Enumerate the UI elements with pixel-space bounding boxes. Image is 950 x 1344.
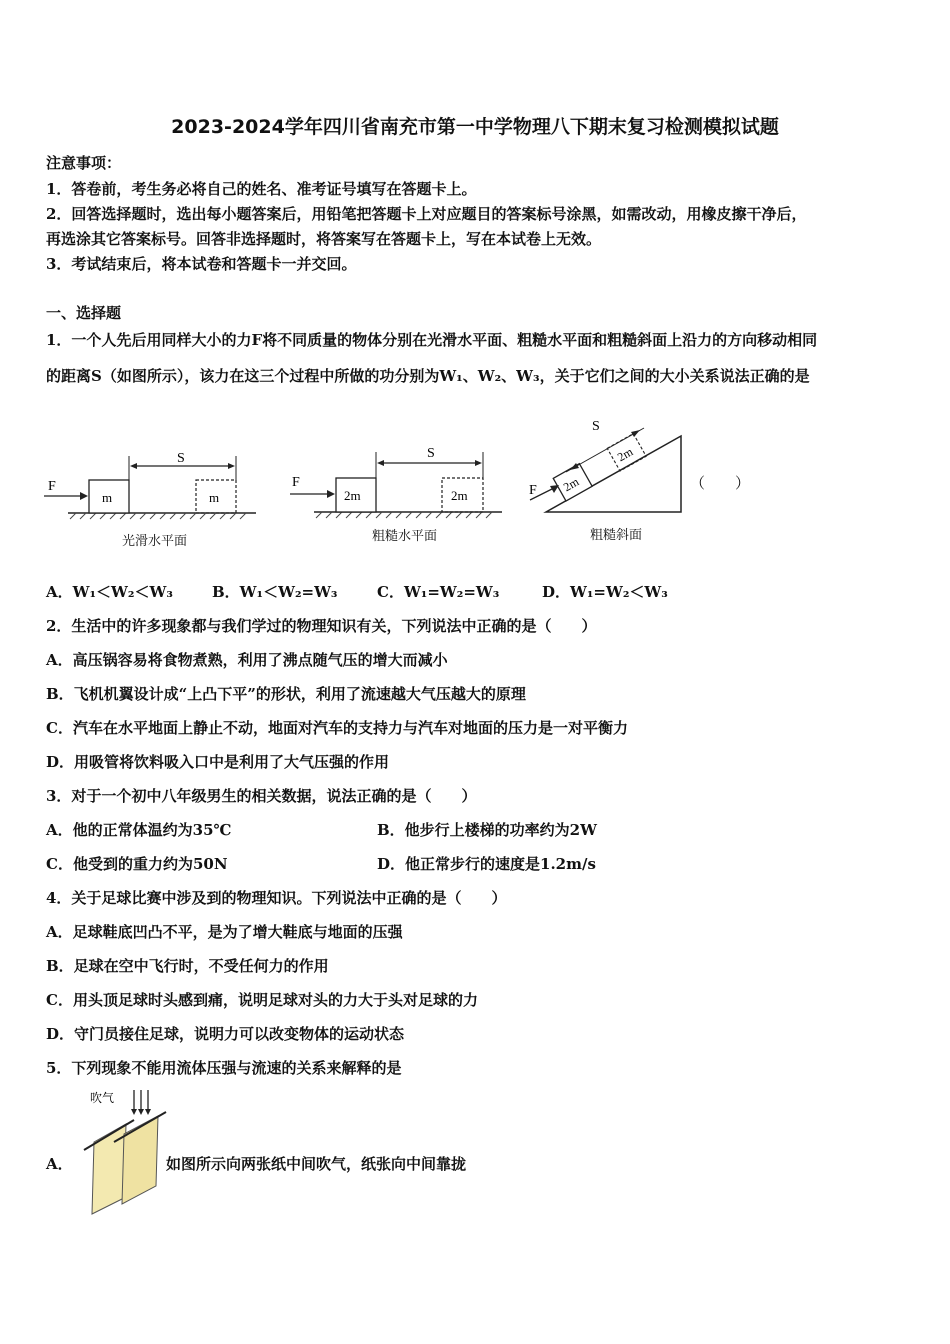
mass-label: 2m bbox=[344, 488, 361, 503]
q2-option-d: D．用吸管将饮料吸入口中是利用了大气压强的作用 bbox=[46, 753, 390, 771]
exam-title: 2023-2024学年四川省南充市第一中学物理八下期末复习检测模拟试题 bbox=[171, 116, 779, 138]
q4-stem: 4．关于足球比赛中涉及到的物理知识。下列说法中正确的是（ ） bbox=[46, 889, 507, 907]
q4-option-b: B．足球在空中飞行时，不受任何力的作用 bbox=[46, 957, 329, 975]
rough-surface-figure bbox=[290, 442, 512, 524]
notice-item-3: 3．考试结束后，将本试卷和答题卡一并交回。 bbox=[46, 255, 357, 273]
notice-item-2: 2．回答选择题时，选出每小题答案后，用铅笔把答题卡上对应题目的答案标号涂黑，如需改动，用橡皮擦干净后， bbox=[46, 205, 807, 223]
section-heading: 一、选择题 bbox=[46, 304, 122, 322]
q1-stem-line1: 1．一个人先后用同样大小的力F将不同质量的物体分别在光滑水平面、粗糙水平面和粗糙斜面上沿力的方向移动相同 bbox=[46, 331, 818, 349]
q1-answer-blank: （ ） bbox=[690, 474, 751, 492]
mass-label-final: 2m bbox=[615, 444, 636, 465]
q5-stem: 5．下列现象不能用流体压强与流速的关系来解释的是 bbox=[46, 1059, 402, 1077]
q3-option-b: B．他步行上楼梯的功率约为2W bbox=[377, 821, 597, 839]
notice-heading: 注意事项： bbox=[46, 154, 122, 172]
force-label: F bbox=[292, 475, 300, 490]
q2-stem: 2．生活中的许多现象都与我们学过的物理知识有关，下列说法中正确的是（ ） bbox=[46, 617, 597, 635]
paper-blowing-figure bbox=[78, 1088, 170, 1220]
caption-incline: 粗糙斜面 bbox=[590, 528, 643, 543]
q4-option-a: A．足球鞋底凹凸不平，是为了增大鞋底与地面的压强 bbox=[46, 923, 403, 941]
q4-option-d: D．守门员接住足球，说明力可以改变物体的运动状态 bbox=[46, 1025, 405, 1043]
distance-label: S bbox=[177, 451, 185, 466]
blow-label: 吹气 bbox=[90, 1091, 115, 1105]
distance-label: S bbox=[592, 419, 600, 434]
caption-smooth: 光滑水平面 bbox=[122, 534, 188, 549]
q1-option-c: C．W₁=W₂=W₃ bbox=[377, 583, 500, 601]
q2-option-b: B．飞机机翼设计成“上凸下平”的形状，利用了流速越大气压越大的原理 bbox=[46, 685, 526, 703]
incline-figure bbox=[526, 400, 696, 520]
q5-option-a-text: 如图所示向两张纸中间吹气，纸张向中间靠拢 bbox=[166, 1155, 467, 1173]
q3-option-d: D．他正常步行的速度是1.2m/s bbox=[377, 855, 596, 873]
q1-option-b: B．W₁＜W₂=W₃ bbox=[212, 583, 338, 601]
force-label: F bbox=[529, 483, 537, 498]
q1-option-d: D．W₁=W₂＜W₃ bbox=[542, 583, 668, 601]
q2-option-c: C．汽车在水平地面上静止不动，地面对汽车的支持力与汽车对地面的压力是一对平衡力 bbox=[46, 719, 628, 737]
q4-option-c: C．用头顶足球时头感到痛，说明足球对头的力大于头对足球的力 bbox=[46, 991, 478, 1009]
mass-label: 2m bbox=[561, 474, 582, 495]
q3-option-c: C．他受到的重力约为50N bbox=[46, 855, 228, 873]
force-label: F bbox=[48, 479, 56, 494]
distance-label: S bbox=[427, 446, 435, 461]
q1-option-a: A．W₁＜W₂＜W₃ bbox=[46, 583, 173, 601]
caption-rough: 粗糙水平面 bbox=[372, 529, 438, 544]
q3-option-a: A．他的正常体温约为35℃ bbox=[46, 821, 232, 839]
q2-option-a: A．高压锅容易将食物煮熟，利用了沸点随气压的增大而减小 bbox=[46, 651, 448, 669]
mass-label: m bbox=[102, 490, 113, 505]
q3-stem: 3．对于一个初中八年级男生的相关数据，说法正确的是（ ） bbox=[46, 787, 477, 805]
q5-option-a-label: A． bbox=[46, 1155, 73, 1173]
notice-item-2-cont: 再选涂其它答案标号。回答非选择题时，将答案写在答题卡上，写在本试卷上无效。 bbox=[46, 230, 602, 248]
smooth-surface-figure bbox=[44, 444, 266, 524]
q1-stem-line2: 的距离S（如图所示），该力在这三个过程中所做的功分别为W₁、W₂、W₃，关于它们之间的大小关系说法正确的是 bbox=[46, 367, 810, 385]
notice-item-1: 1．答卷前，考生务必将自己的姓名、准考证号填写在答题卡上。 bbox=[46, 180, 477, 198]
mass-label-final: m bbox=[209, 490, 220, 505]
mass-label-final: 2m bbox=[451, 488, 468, 503]
